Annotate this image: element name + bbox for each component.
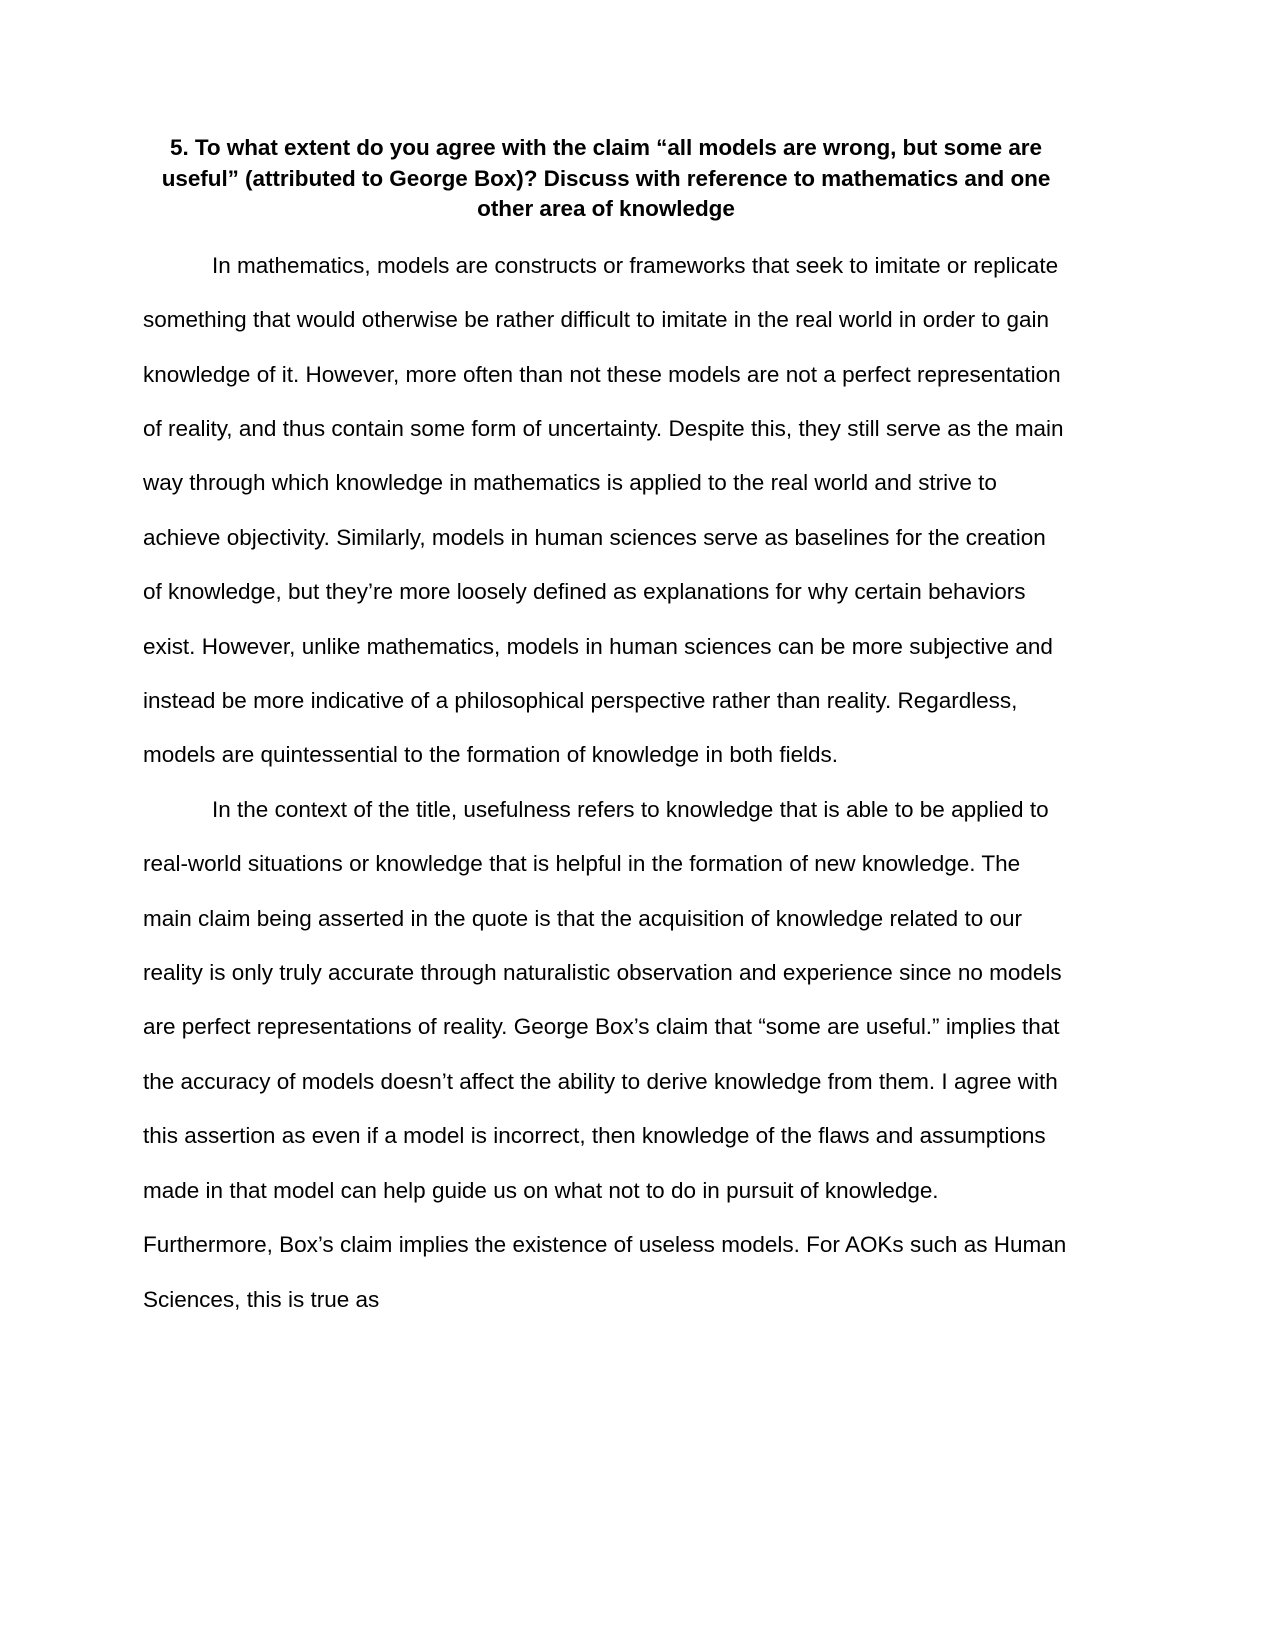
body-paragraph-1: In mathematics, models are constructs or frameworks that seek to imitate or replicate something that would otherwise be rather difficult to imitate in the real world in order to gain knowledge of it. However, more often than not these models are not a perfect representation of reality, and thus contain some form of uncertainty. Despite this, they still serve as the main way through which knowledge in mathematics is applied to the real world and strive to achieve objectivity. Similarly, models in human sciences serve as baselines for the creation of knowledge, but they’re more loosely defined as explanations for why certain behaviors exist. However, unlike mathematics, models in human sciences can be more subjective and instead be more indicative of a philosophical perspective rather than reality. Regardless, models are quintessential to the formation of knowledge in both fields. <box>143 252 1064 768</box>
essay-prompt-title: 5. To what extent do you agree with the claim “all models are wrong, but some are useful” (attributed to George Box)? Discuss with reference to mathematics and one other area of knowledge <box>161 135 1051 222</box>
document-body <box>143 133 1069 1327</box>
body-paragraph-2: In the context of the title, usefulness refers to knowledge that is able to be applied to real-world situations or knowledge that is helpful in the formation of new knowledge. The main claim being asserted in the quote is that the acquisition of knowledge related to our reality is only truly accurate through naturalistic observation and experience since no models are perfect representations of reality. George Box’s claim that “some are useful.” implies that the accuracy of models doesn’t affect the ability to derive knowledge from them. I agree with this assertion as even if a model is incorrect, then knowledge of the flaws and assumptions made in that model can help guide us on what not to do in pursuit of knowledge. Furthermore, Box’s claim implies the existence of useless models. For AOKs such as Human Sciences, this is true as <box>143 796 1067 1312</box>
